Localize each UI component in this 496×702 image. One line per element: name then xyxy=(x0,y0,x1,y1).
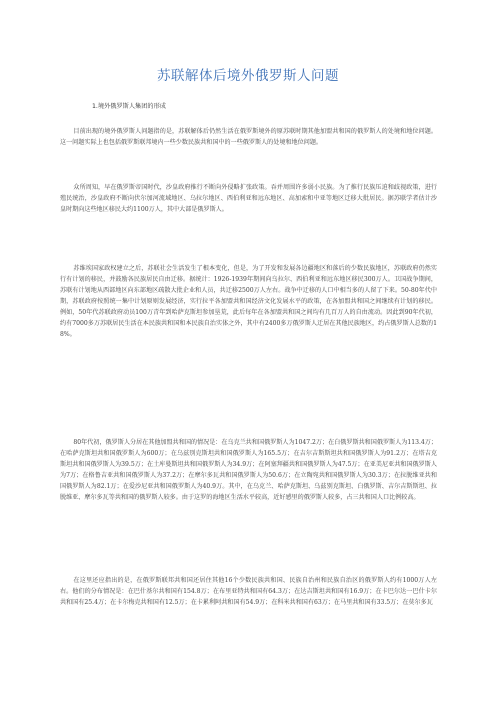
section-heading: 1.境外俄罗斯人集团的形成 xyxy=(92,103,166,110)
paragraph-4: 80年代初，俄罗斯人分居在其他加盟共和国的情况是：在乌克兰共和国俄罗斯人为1047.2万；在白俄罗斯共和国俄罗斯人为113.4万；在哈萨克斯坦共和国俄罗斯人为600万；在乌兹别克斯坦共和国俄罗斯人为165.5万；在吉尔吉斯斯坦共和国俄罗斯人为91.2万；在塔吉克斯坦共和国俄罗斯人为39.5万；在土库曼斯坦共和国俄罗斯人为34.9万；在阿塞拜疆共和国俄罗斯人为47.5万；在亚美尼亚共和国俄罗斯人为7万；在格鲁吉亚共和国俄罗斯人为37.2万；在摩尔多瓦共和国俄罗斯人为50.6万；在立陶宛共和国俄罗斯人为30.3万；在拉脱维亚共和国俄罗斯人为82.1万；在爱沙尼亚共和国俄罗斯人为40.9万。其中，在乌克兰、哈萨克斯坦、乌兹别克斯坦、白俄罗斯、吉尔吉斯斯坦、拉脱维亚、摩尔多瓦等共和国的俄罗斯人较多。由于这罗的海地区生活水平较高，近好感里的俄罗斯人较多，占三共和国人口比例较高。 xyxy=(60,439,437,501)
paragraph-3: 苏维埃国家政权建立之后，苏联社会生活发生了根本变化，但是，为了开发和发展各边疆地区和落后的少数民族地区，苏联政府仍然实行有计划的移民，并鼓励各民族居民自由迁移。据统计：1926-1939年期间向乌拉尔、西伯利亚和远东地区移民300万人。卫国战争期间，苏联有计划地从西部地区向东部地区疏散大批企业和人员，共迁移2500万人左右。战争中迁移的人口中相当多的人留了下来。50-80年代中期，苏联政府按照统一集中计划原则发展经济，实行拉平各加盟共和国经济文化发展水平的政策，在各加盟共和国之间继续有计划的移民。例如，50年代苏联政府动员100万青年到哈萨克斯坦参加垦荒，此后每年在各加盟共和国之间均有几百万人的自由流动。因此到90年代初，约有7000多万苏联居民生活在本民族共和国和本民族自治实体之外，其中有2400多万俄罗斯人迁居在其他民族地区，约占俄罗斯人总数的18%。 xyxy=(60,265,437,338)
paragraph-2: 众所周知，早在俄罗斯帝国时代，沙皇政府推行不断向外侵略扩张政策。吞并周围许多弱小民族。为了推行民族压迫和歧视政策，进行殖民统治，沙皇政府不断向伏尔加河流域地区、乌拉尔地区、西伯利亚和远东地区、高加索和中亚等地区迁移大批居民。据苏联学者估计沙皇时期向这些地区移民大约1100万人，其中大部是俄罗斯人。 xyxy=(60,184,437,213)
document-title: 苏联解体后境外俄罗斯人问题 xyxy=(157,68,339,84)
paragraph-5: 在这里还应指出的是，在俄罗斯联邦共和国还居住其他16个少数民族共和国、民族自治州和民族自治区的俄罗斯人约有1000万人左右。他们的分布情况是：在巴什基尔共和国有154.8万；在布里亚特共和国有64.3万；在达吉斯坦共和国有16.9万；在卡巴尔达一巴什卡尔共和国有25.4万；在卡尔梅克共和国有12.5万；在卡累利阿共和国有54.9万；在科米共和国有63万；在马里共和国有33.5万；在莫尔多瓦 xyxy=(60,577,437,606)
paragraph-1: 目前出现的境外俄罗斯人问题指的是，苏联解体后仍然生活在俄罗斯境外的原苏联时期其他加盟共和国的俄罗斯人的处境和地位问题。这一问题实际上也包括俄罗斯联邦境内一些少数民族共和国中的一些俄罗斯人的处境和地位问题。 xyxy=(60,128,437,146)
